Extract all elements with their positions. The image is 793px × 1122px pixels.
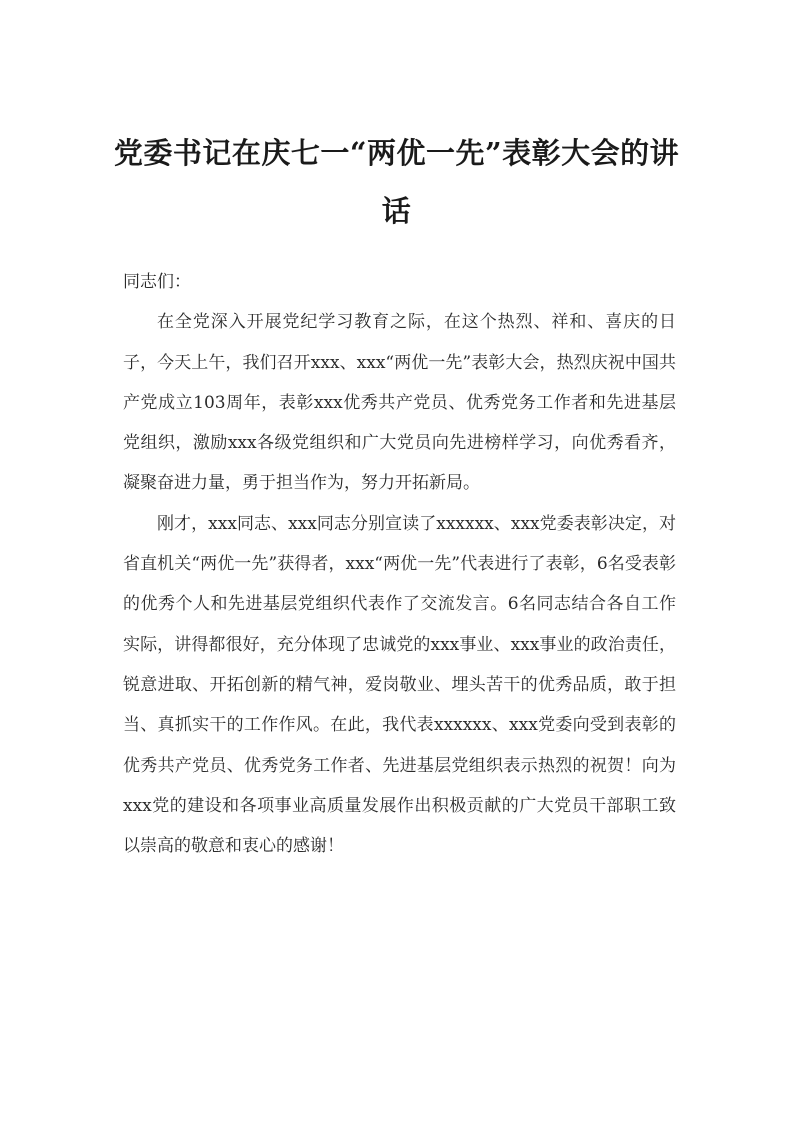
document-body (123, 262, 676, 866)
paragraph-2: 刚才，xxx同志、xxx同志分别宣读了xxxxxx、xxx党委表彰决定，对省直机关“两优一先”获得者，xxx“两优一先”代表进行了表彰，6名受表彰的优秀个人和先进基层党组织代表作了交流发言。6名同志结合各自工作实际，讲得都很好，充分体现了忠诚党的xxx事业、xxx事业的政治责任，锐意进取、开拓创新的精气神，爱岗敬业、埋头苦干的优秀品质，敢于担当、真抓实干的工作作风。在此，我代表xxxxxx、xxx党委向受到表彰的优秀共产党员、优秀党务工作者、先进基层党组织表示热烈的祝贺！向为xxx党的建设和各项事业高质量发展作出积极贡献的广大党员干部职工致以崇高的敬意和衷心的感谢！ (123, 513, 676, 857)
paragraph-1: 在全党深入开展党纪学习教育之际，在这个热烈、祥和、喜庆的日子，今天上午，我们召开xxx、xxx“两优一先”表彰大会，热烈庆祝中国共产党成立103周年，表彰xxx优秀共产党员、优秀党务工作者和先进基层党组织，激励xxx各级党组织和广大党员向先进榜样学习，向优秀看齐，凝聚奋进力量，勇于担当作为，努力开拓新局。 (123, 312, 676, 494)
salutation: 同志们： (123, 272, 191, 292)
document-title: 党委书记在庆七一“两优一先”表彰大会的讲话 (113, 136, 680, 228)
